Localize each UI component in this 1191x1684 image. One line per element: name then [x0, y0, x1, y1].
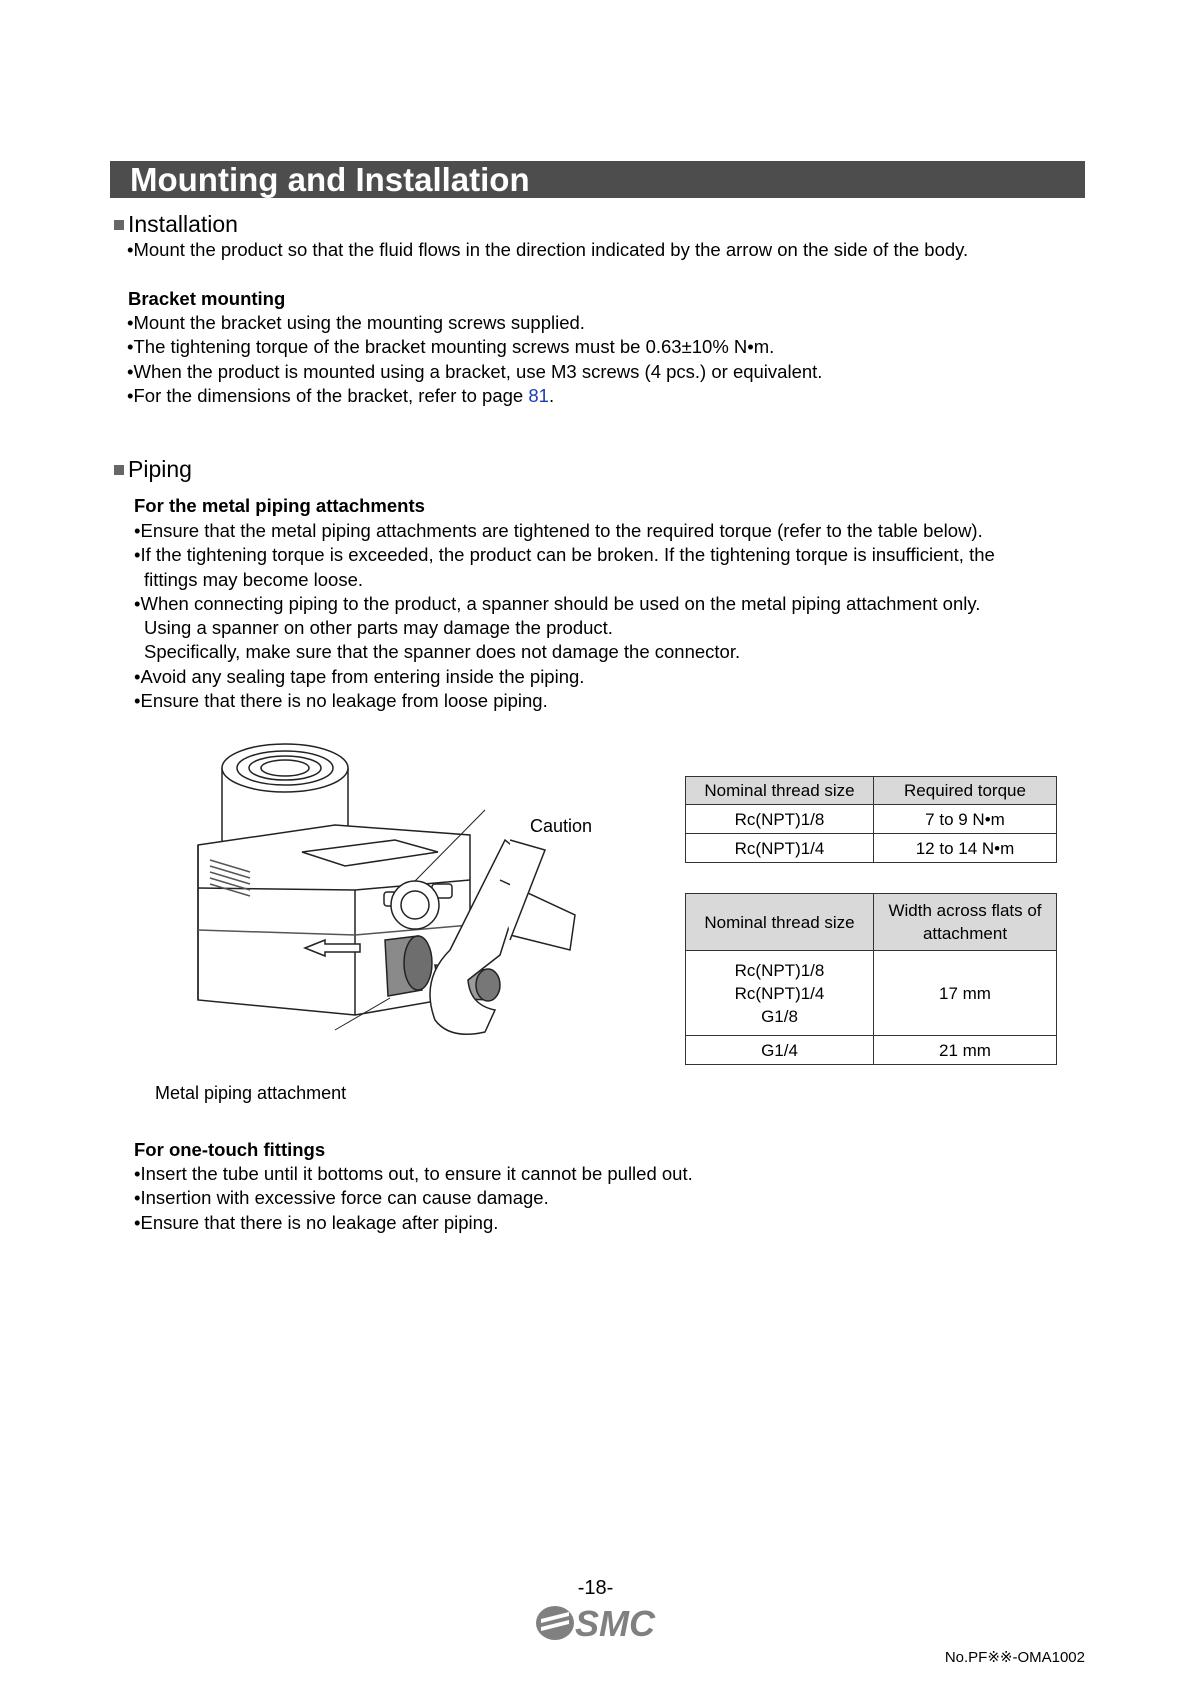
table-header: Required torque	[874, 777, 1057, 805]
svg-text:SMC: SMC	[575, 1603, 655, 1643]
list-item: fittings may become loose.	[144, 568, 364, 590]
smc-logo	[535, 1603, 660, 1643]
square-bullet-icon	[114, 465, 124, 475]
piping-illustration	[150, 740, 650, 1120]
table-row: Rc(NPT)1/4 12 to 14 N•m	[686, 834, 1057, 863]
table-row: Rc(NPT)1/8 Rc(NPT)1/4 G1/8 17 mm	[686, 951, 1057, 1036]
installation-heading: Installation	[114, 210, 238, 238]
list-item: •Ensure that there is no leakage after piping.	[134, 1211, 499, 1233]
connector-detail	[391, 881, 439, 929]
installation-intro: •Mount the product so that the fluid flows in the direction indicated by the arrow on the side of the body.	[127, 239, 969, 260]
piping-heading: Piping	[114, 455, 192, 483]
table-header: Nominal thread size	[686, 777, 874, 805]
bracket-list	[127, 311, 822, 408]
onetouch-heading: For one-touch fittings	[134, 1139, 326, 1160]
list-item: •Ensure that the metal piping attachments are tightened to the required torque (refer to the table below).	[134, 520, 983, 541]
list-item: •When connecting piping to the product, a spanner should be used on the metal piping attachment only.	[134, 592, 981, 614]
flats-table	[685, 893, 1057, 1065]
table-row: G1/4 21 mm	[686, 1036, 1057, 1065]
section-title-bar	[110, 161, 1085, 198]
list-item: Using a spanner on other parts may damage the product.	[144, 617, 613, 639]
bracket-heading: Bracket mounting	[128, 288, 286, 309]
list-item: •When the product is mounted using a bracket, use M3 screws (4 pcs.) or equivalent.	[127, 360, 823, 382]
torque-table	[685, 776, 1057, 863]
table-header: Width across flats of attachment	[874, 894, 1057, 951]
list-item: •Ensure that there is no leakage from loose piping.	[134, 690, 548, 712]
list-item: Specifically, make sure that the spanner does not damage the connector.	[144, 641, 741, 663]
page-number: -18-	[577, 1577, 614, 1599]
list-item: •Insert the tube until it bottoms out, to ensure it cannot be pulled out.	[134, 1163, 693, 1184]
page-link[interactable]: 81	[528, 384, 549, 406]
list-item: •Insertion with excessive force can cause damage.	[134, 1187, 549, 1209]
metal-heading: For the metal piping attachments	[134, 495, 425, 516]
list-item: •The tightening torque of the bracket mounting screws must be 0.63±10% N•m.	[127, 336, 775, 358]
table-row: Rc(NPT)1/8 7 to 9 N•m	[686, 805, 1057, 834]
table-header: Nominal thread size	[686, 894, 874, 951]
section-title: Mounting and Installation	[130, 161, 530, 198]
list-item: •For the dimensions of the bracket, refer to page 81.	[127, 384, 555, 406]
onetouch-list	[134, 1162, 693, 1235]
list-item: •If the tightening torque is exceeded, the product can be broken. If the tightening torque is insufficient, the	[134, 544, 995, 566]
list-item: •Avoid any sealing tape from entering inside the piping.	[134, 665, 585, 687]
list-item: •Mount the bracket using the mounting screws supplied.	[127, 312, 585, 333]
metal-list	[134, 519, 995, 713]
caution-label: Caution	[530, 816, 593, 836]
square-bullet-icon	[114, 220, 124, 230]
document-number: No.PF※※-OMA1002	[944, 1649, 1085, 1666]
attachment-label: Metal piping attachment	[155, 1083, 347, 1103]
